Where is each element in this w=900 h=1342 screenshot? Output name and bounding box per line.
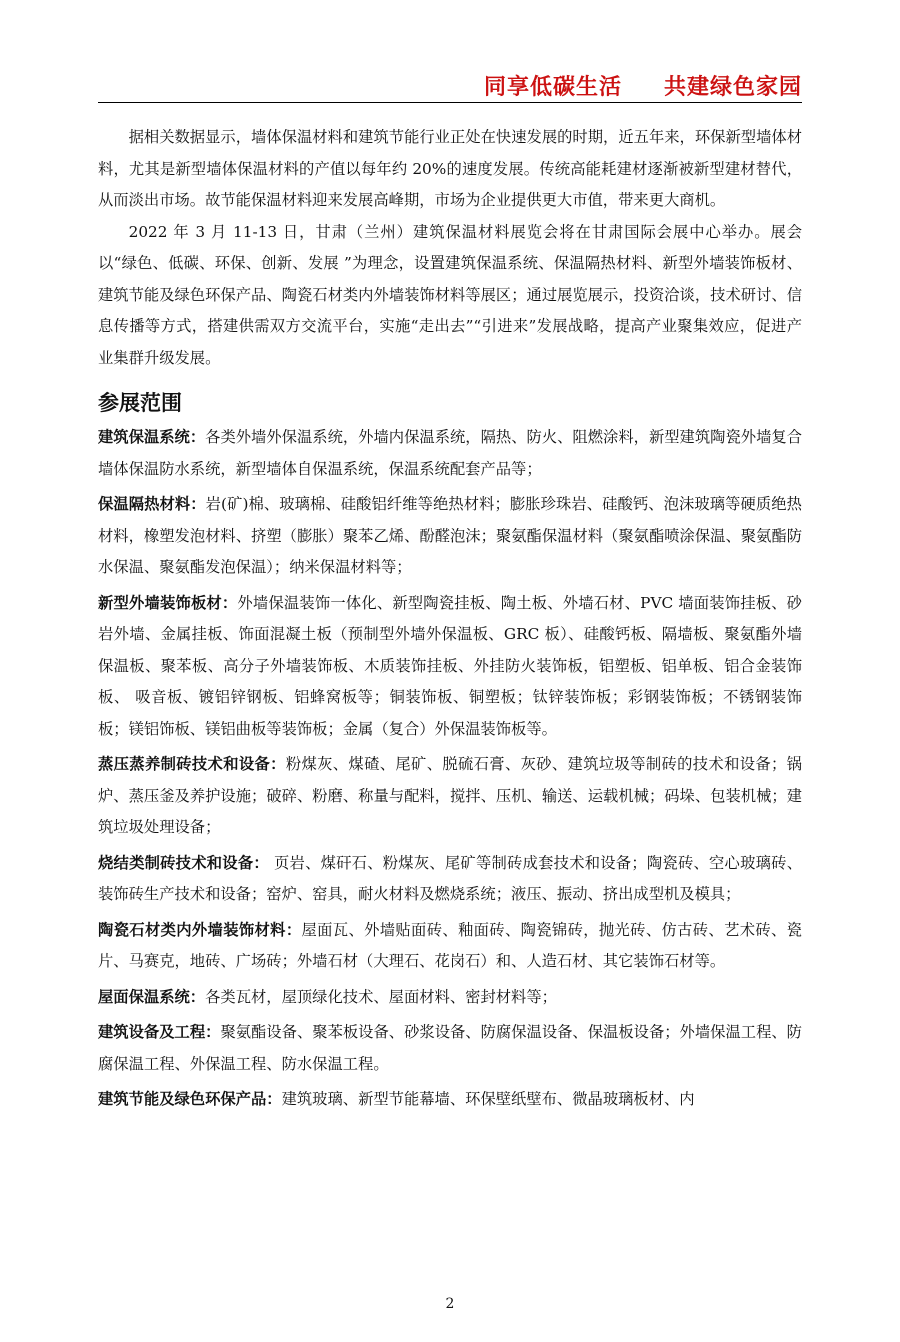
scope-item-text: 建筑玻璃、新型节能幕墙、环保壁纸壁布、微晶玻璃板材、内 (281, 1090, 695, 1108)
scope-item-text: 粉煤灰、煤碴、尾矿、脱硫石膏、灰砂、建筑垃圾等制砖的技术和设备；锅炉、蒸压釜及养护设施；破碎、粉磨、称量与配料，搅拌、压机、输送、运载机械；码垛、包装机械；建筑垃圾处理设备； (98, 755, 802, 836)
section-title: 参展范围 (98, 391, 182, 415)
scope-item-label: 屋面保温系统： (98, 987, 206, 1006)
scope-item-label: 保温隔热材料： (98, 495, 206, 513)
intro-paragraph-1: 据相关数据显示，墙体保温材料和建筑节能行业正处在快速发展的时期，近五年来，环保新型墙体材料，尤其是新型墙体保温材料的产值以每年约 20%的速度发展。传统高能耗建材逐渐被新型建材替代，从而淡出市场。故节能保温材料迎来发展高峰期，市场为企业提供更大市值，带来更大商机。 (98, 128, 802, 209)
scope-item-text: 外墙保温装饰一体化、新型陶瓷挂板、陶土板、外墙石材、PVC 墙面装饰挂板、砂岩外墙、金属挂板、饰面混凝土板（预制型外墙外保温板、GRC 板）、硅酸钙板、隔墙板、聚氨酯外墙保温板、聚苯板、高分子外墙装饰板、木质装饰挂板、外挂防火装饰板，铝塑板、铝单板、铝合金装饰板、 吸音板、镀铝锌钢板、铝蜂窝板等；铜装饰板、铜塑板；钛锌装饰板；彩钢装饰板；不锈钢装饰板；镁铝饰板、镁铝曲板等装饰板；金属（复合）外保温装饰板等。 (98, 593, 802, 738)
page-number: 2 (445, 1296, 455, 1312)
scope-item-text: 聚氨酯设备、聚苯板设备、砂浆设备、防腐保温设备、保温板设备；外墙保温工程、防腐保温工程、外保温工程、防水保温工程。 (98, 1023, 802, 1073)
scope-item-label: 蒸压蒸养制砖技术和设备： (98, 755, 286, 773)
scope-item-label: 陶瓷石材类内外墙装饰材料： (98, 920, 302, 939)
scope-item-ceramic-stone-decor (98, 915, 802, 978)
scope-item-label: 烧结类制砖技术和设备： (98, 853, 269, 872)
scope-item-text: 岩(矿)棉、玻璃棉、硅酸铝纤维等绝热材料；膨胀珍珠岩、硅酸钙、泡沫玻璃等硬质绝热材料，橡塑发泡材料、挤塑（膨胀）聚苯乙烯、酚醛泡沫；聚氨酯保温材料（聚氨酯喷涂保温、聚氨酯防水保温、聚氨酯发泡保温）；纳米保温材料等； (98, 495, 802, 576)
slogan-left: 同享低碳生活 (483, 75, 622, 100)
scope-item-text: 各类瓦材，屋顶绿化技术、屋面材料、密封材料等； (205, 987, 557, 1006)
scope-item-text: 屋面瓦、外墙贴面砖、釉面砖、陶瓷锦砖，抛光砖、仿古砖、艺术砖、瓷片、马赛克，地砖、广场砖；外墙石材（大理石、花岗石）和、人造石材、其它装饰石材等。 (98, 920, 802, 970)
scope-item-exterior-wall-panels (98, 588, 802, 746)
scope-item-building-insulation-system (98, 422, 802, 485)
document-body (98, 122, 802, 1116)
scope-item-label: 新型外墙装饰板材： (98, 593, 238, 612)
scope-item-building-equipment (98, 1017, 802, 1080)
scope-item-autoclaved-brick-equipment (98, 749, 802, 844)
scope-item-insulation-materials (98, 489, 802, 584)
header-slogan (484, 70, 802, 101)
scope-item-sintered-brick-equipment (98, 848, 802, 911)
scope-item-energy-saving-products (98, 1084, 802, 1116)
scope-item-label: 建筑保温系统： (98, 428, 206, 446)
slogan-right: 共建绿色家园 (663, 75, 802, 100)
scope-item-label: 建筑节能及绿色环保产品： (98, 1090, 282, 1108)
page-header (98, 62, 802, 103)
scope-item-label: 建筑设备及工程： (98, 1023, 221, 1041)
scope-item-text: 页岩、煤矸石、粉煤灰、尾矿等制砖成套技术和设备；陶瓷砖、空心玻璃砖、装饰砖生产技术和设备；窑炉、窑具，耐火材料及燃烧系统；液压、振动、挤出成型机及模具； (98, 853, 802, 903)
scope-item-roof-insulation-system (98, 982, 802, 1014)
intro-paragraph-2: 2022 年 3 月 11-13 日，甘肃（兰州）建筑保温材料展览会将在甘肃国际会展中心举办。展会以“绿色、低碳、环保、创新、发展 ”为理念，设置建筑保温系统、保温隔热材料、新型外墙装饰板材、建筑节能及绿色环保产品、陶瓷石材类内外墙装饰材料等展区；通过展览展示，投资洽谈，技术研讨、信息传播等方式，搭建供需双方交流平台，实施“走出去”“引进来”发展战略，提高产业聚集效应，促进产业集群升级发展。 (98, 222, 802, 367)
scope-item-text: 各类外墙外保温系统，外墙内保温系统，隔热、防火、阻燃涂料，新型建筑陶瓷外墙复合墙体保温防水系统，新型墙体自保温系统，保温系统配套产品等； (98, 428, 802, 478)
